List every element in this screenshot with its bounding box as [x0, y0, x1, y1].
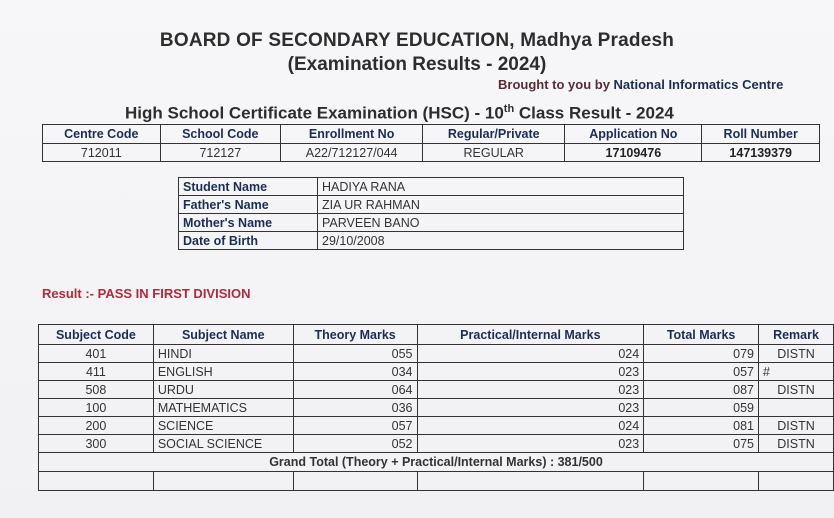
empty-cell [644, 472, 759, 491]
student-details-table [178, 177, 684, 250]
enrollment-no-value: A22/712127/044 [281, 144, 423, 162]
student-row [179, 178, 684, 196]
total-marks: 075 [644, 435, 759, 453]
empty-cell [153, 472, 293, 491]
table-row [39, 399, 834, 417]
subject-code: 508 [39, 381, 154, 399]
table-row [39, 363, 834, 381]
theory-marks: 052 [293, 435, 417, 453]
regular-private-value: REGULAR [423, 144, 565, 162]
practical-marks: 023 [417, 363, 644, 381]
subject-code: 300 [39, 435, 154, 453]
empty-cell [39, 472, 154, 491]
centre-code-value: 712011 [43, 144, 161, 162]
marks-header-theory: Theory Marks [293, 325, 417, 345]
info-header-regular-private: Regular/Private [423, 125, 565, 144]
theory-marks: 064 [293, 381, 417, 399]
remark: DISTN [759, 435, 834, 453]
dob-label: Date of Birth [179, 232, 318, 250]
practical-marks: 024 [417, 417, 644, 435]
info-value-row [43, 144, 820, 162]
total-marks: 081 [644, 417, 759, 435]
subject-name: URDU [153, 381, 293, 399]
roll-number-value: 147139379 [702, 144, 820, 162]
marks-table [38, 324, 834, 491]
student-row [179, 214, 684, 232]
subject-name: SCIENCE [153, 417, 293, 435]
total-marks: 059 [644, 399, 759, 417]
mother-name-value: PARVEEN BANO [318, 214, 684, 232]
school-code-value: 712127 [160, 144, 280, 162]
brought-prefix: Brought to you by [498, 77, 614, 92]
father-name-value: ZIA UR RAHMAN [318, 196, 684, 214]
marks-header-total: Total Marks [644, 325, 759, 345]
table-row [39, 435, 834, 453]
remark: DISTN [759, 417, 834, 435]
empty-cell [759, 472, 834, 491]
subject-name: MATHEMATICS [153, 399, 293, 417]
practical-marks: 023 [417, 381, 644, 399]
dob-value: 29/10/2008 [318, 232, 684, 250]
subject-code: 401 [39, 345, 154, 363]
table-row [39, 381, 834, 399]
marks-header-subject-name: Subject Name [153, 325, 293, 345]
empty-cell [417, 472, 644, 491]
hsc-title-pre: High School Certificate Examination (HSC) - 10 [125, 103, 504, 123]
student-row [179, 196, 684, 214]
exam-title: (Examination Results - 2024) [287, 54, 547, 75]
student-name-value: HADIYA RANA [318, 178, 684, 196]
marks-header-remark: Remark [759, 325, 834, 345]
practical-marks: 023 [417, 399, 644, 417]
father-name-label: Father's Name [179, 196, 318, 214]
marks-header-practical: Practical/Internal Marks [417, 325, 644, 345]
theory-marks: 034 [293, 363, 417, 381]
info-header-enrollment-no: Enrollment No [281, 125, 423, 144]
hsc-title-post: Class Result - 2024 [514, 103, 674, 123]
info-header-centre-code: Centre Code [43, 125, 161, 144]
theory-marks: 057 [293, 417, 417, 435]
empty-row [39, 472, 834, 491]
student-name-label: Student Name [179, 178, 318, 196]
subject-code: 100 [39, 399, 154, 417]
hsc-title [125, 103, 674, 124]
remark: DISTN [759, 345, 834, 363]
total-marks: 057 [644, 363, 759, 381]
practical-marks: 024 [417, 345, 644, 363]
empty-cell [293, 472, 417, 491]
remark: # [759, 363, 834, 381]
subject-code: 411 [39, 363, 154, 381]
board-title: BOARD OF SECONDARY EDUCATION, Madhya Pradesh [159, 30, 675, 51]
theory-marks: 036 [293, 399, 417, 417]
student-row [179, 232, 684, 250]
grand-total-row [39, 453, 834, 472]
table-row [39, 345, 834, 363]
remark [759, 399, 834, 417]
info-header-roll-number: Roll Number [702, 125, 820, 144]
table-row [39, 417, 834, 435]
brought-by [498, 77, 783, 92]
theory-marks: 055 [293, 345, 417, 363]
total-marks: 079 [644, 345, 759, 363]
practical-marks: 023 [417, 435, 644, 453]
info-header-school-code: School Code [160, 125, 280, 144]
candidate-info-table [42, 124, 820, 162]
subject-code: 200 [39, 417, 154, 435]
grand-total: Grand Total (Theory + Practical/Internal Marks) : 381/500 [39, 453, 834, 472]
subject-name: SOCIAL SCIENCE [153, 435, 293, 453]
remark: DISTN [759, 381, 834, 399]
total-marks: 087 [644, 381, 759, 399]
subject-name: HINDI [153, 345, 293, 363]
info-header-application-no: Application No [565, 125, 702, 144]
marks-header-row [39, 325, 834, 345]
result-status: Result :- PASS IN FIRST DIVISION [42, 286, 251, 301]
marks-header-subject-code: Subject Code [39, 325, 154, 345]
info-header-row [43, 125, 820, 144]
mother-name-label: Mother's Name [179, 214, 318, 232]
hsc-sup: th [503, 103, 515, 115]
subject-name: ENGLISH [153, 363, 293, 381]
application-no-value: 17109476 [565, 144, 702, 162]
nic-link[interactable]: National Informatics Centre [613, 77, 784, 92]
